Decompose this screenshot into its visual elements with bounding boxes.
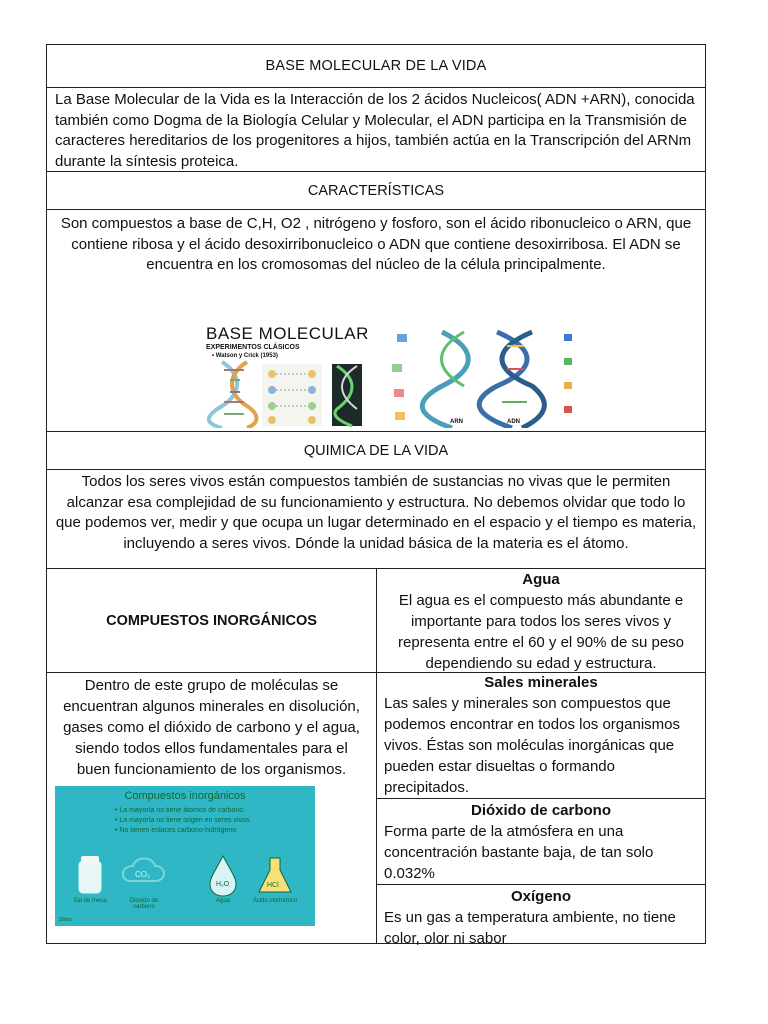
caracteristicas-text: Son compuestos a base de C,H, O2 , nitrógeno y fosforo, son el ácido ribonucleico o ARN, que contiene ribosa y el ácido desoxirribonucleico o ADN que contiene desoxirribosa. El ADN se encuentra en los cromosomas del núcleo de la célula principalmente. [60,215,692,273]
arn-helix-icon [422,332,468,428]
dna-figure-credit: • Watson y Crick (1953) [212,353,278,359]
caracteristicas-heading: CARACTERÍSTICAS [47,172,705,210]
inorganicos-description: Dentro de este grupo de moléculas se encuentran algunos minerales en disolución, gases como el dióxido de carbono y el agua, siendo todos ellos fundamentales para el buen funcionamiento de los organismos. [63,677,360,778]
dna-figure [202,324,582,428]
co2-label: Dióxido de carbono [129,898,159,910]
svg-text:HCl: HCl [267,882,279,889]
intro-cell [47,88,705,172]
svg-text:H₂O: H₂O [216,881,230,888]
intro-text: La Base Molecular de la Vida es la Interacción de los 2 ácidos Nucleicos( ADN +ARN), conocida también como Dogma de la Biología Celular y Molecular, el ADN participa en la Transmisión de caracteres hereditarios de los progenitores a hijos, también actúa en la Transcripción del ARNm durante la síntesis proteica. [55,91,695,170]
carbon-dioxide-icon [123,859,164,882]
sales-cell [377,673,705,799]
inorganicos-row [47,569,705,673]
dna-helix-left-icon [209,362,257,428]
inorganic-icons [55,786,315,926]
inorganicos-heading: COMPUESTOS INORGÁNICOS [47,569,377,672]
quimica-cell [47,470,705,569]
inorganic-figure-title: Compuestos inorgánicos [124,790,246,802]
quimica-heading: QUIMICA DE LA VIDA [47,432,705,470]
hcl-label: Ácido clorhídrico [252,898,298,904]
quimica-text: Todos los seres vivos están compuestos también de sustancias no vivas que le permiten alcanzar esa complejidad de su funcionamiento y estructura. No debemos olvidar que todo lo que podemos ver, medir y que ocupa un lugar determinado en el espacio y el tiempo es materia, incluyendo a seres vivos. Dónde la unidad básica de la materia es el átomo. [55,473,697,552]
inorganic-bullet: • La mayoría no tiene origen en seres vivos. [115,817,252,824]
adn-label: ADN [507,419,520,425]
base-pairs-icon [262,364,322,426]
dioxido-title: Dióxido de carbono [470,802,611,819]
agua-text: El agua es el compuesto más abundante e importante para todos los seres vivos y representa entre el 60 y el 90% de su peso dependiendo su edad y estructura. [397,592,685,672]
arn-label: ARN [450,419,463,425]
water-label: Agua [215,898,230,904]
adn-helix-icon [479,332,544,428]
oxigeno-text: Es un gas a temperatura ambiente, no tiene color, olor ni sabor [384,909,676,947]
oxigeno-title: Oxígeno [510,888,571,905]
dna-figure-title: BASE MOLECULAR [206,324,369,343]
svg-text:CO₂: CO₂ [135,870,151,879]
agua-cell [377,569,705,672]
inorganic-bullet: • No tienen enlaces carbono-hidrógeno [115,827,237,834]
caracteristicas-cell [47,210,705,432]
dna-figure-subtitle: EXPERIMENTOS CLÁSICOS [206,344,300,351]
bases-legend-icon [564,334,572,413]
dna-helix-illustration [202,324,582,428]
salt-shaker-icon [79,856,101,893]
inorganicos-right-column [377,673,705,947]
dna-model-icon [332,364,362,426]
sales-text: Las sales y minerales son compuestos que podemos encontrar en todos los organismos vivos. Éstas son moléculas inorgánicas que pueden estar disueltas o formando precipitados. [384,695,681,796]
hydrochloric-acid-flask-icon [259,858,291,892]
salt-label: Sal de mesa [73,898,107,904]
dioxido-cell [377,801,705,885]
inorganicos-detail-row [47,673,705,947]
slidos-logo: Slidos [59,917,73,923]
water-drop-icon [210,856,236,896]
sales-title: Sales minerales [484,674,598,691]
document-table [46,44,706,947]
inorganic-compounds-figure [55,786,315,926]
inorganicos-description-cell [47,673,377,943]
agua-title: Agua [522,571,560,588]
nitrogen-bases-icon [392,334,407,420]
dioxido-text: Forma parte de la atmósfera en una concentración bastante baja, de tan solo 0.032% [384,823,654,882]
oxigeno-cell [377,887,705,947]
page-title: BASE MOLECULAR DE LA VIDA [47,45,705,88]
inorganic-bullet: • La mayoría no tiene átomos de carbono. [115,807,246,814]
